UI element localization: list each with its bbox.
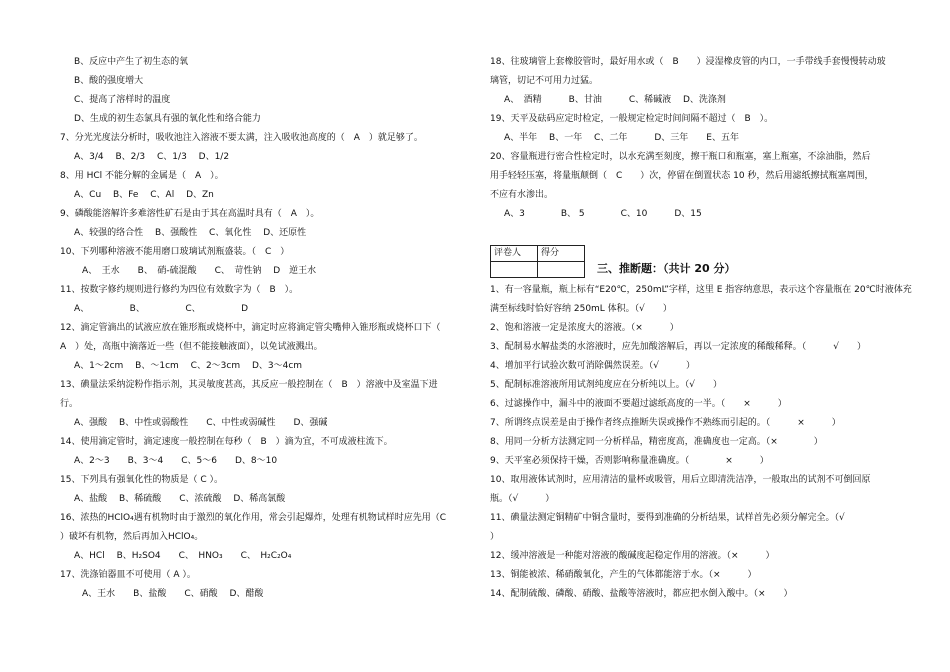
question-line: 10、下列哪种溶液不能用磨口玻璃试剂瓶盛装。（ C ） [60, 247, 290, 257]
question-line: 15、下列具有强氧化性的物质是（ C ）。 [60, 475, 223, 485]
question-line: A、 B、 C、 D [74, 304, 249, 314]
question-line: 9、天平室必须保持干燥，否则影响称量准确度。（ × ） [490, 456, 769, 466]
question-line: A、3 B、 5 C、10 D、15 [504, 209, 702, 219]
score-cell[interactable] [538, 262, 585, 278]
question-line: A、HCl B、H₂SO4 C、 HNO₃ C、 H₂C₂O₄ [74, 551, 292, 561]
question-line: ）破坏有机物，然后再加入HClO₄。 [60, 532, 204, 542]
question-line: C、提高了溶样时的温度 [74, 95, 171, 105]
question-line: 13、铜能被浓、稀硝酸氧化，产生的气体都能溶于水。（× ） [490, 570, 757, 580]
question-line: A、较强的络合性 B、强酸性 C、氧化性 D、还原性 [74, 228, 307, 238]
score-table [490, 245, 585, 278]
question-line: A、 酒精 B、甘油 C、稀碱液 D、洗涤剂 [504, 95, 726, 105]
question-line: 行。 [60, 399, 79, 409]
question-line: 3、配制易水解盐类的水溶液时，应先加酸溶解后，再以一定浓度的稀酸稀释。（ √ ） [490, 342, 866, 352]
question-line: 不应有水渗出。 [490, 190, 554, 200]
question-line: A、 王水 B、 硝-硫混酸 C、 苛性钠 D 逆王水 [82, 266, 317, 276]
question-line: 9、磷酸能溶解许多难溶性矿石是由于其在高温时具有（ A ）。 [60, 209, 320, 219]
question-line: 20、容量瓶进行密合性检定时，以水充满至刻度，擦干瓶口和瓶塞，塞上瓶塞，不涂油脂，然后 [490, 152, 871, 162]
question-line: A、王水 B、盐酸 C、硝酸 D、醋酸 [82, 589, 264, 599]
question-line: 7、所谓终点误差是由于操作者终点推断失误或操作不熟练而引起的。（ × ） [490, 418, 841, 428]
question-line: 用手轻轻压塞，将量瓶颠倒（ C ）次，停留在倒置状态 10 秒，然后用滤纸擦拭瓶塞周围， [490, 171, 874, 181]
question-line: A ）处，高瓶中滴落近一些（但不能接触液面），以免试液溅出。 [60, 342, 323, 352]
question-line: 璃管，切记不可用力过猛。 [490, 76, 599, 86]
question-line: B、酸的强度增大 [74, 76, 144, 86]
question-line: A、2～3 B、3～4 C、5～6 D、8～10 [74, 456, 278, 466]
question-line: 11、按数字修约规则进行修约为四位有效数字为（ B ）。 [60, 285, 299, 295]
question-line: 2、饱和溶液一定是浓度大的溶液。（× ） [490, 323, 679, 333]
reviewer-cell[interactable] [491, 262, 538, 278]
question-line: ） [490, 532, 500, 542]
question-line: 瓶。（√ ） [490, 494, 555, 504]
question-line: 7、分光光度法分析时，吸收池注入溶液不要太满，注入吸收池高度的（ A ）就足够了。 [60, 133, 423, 143]
question-line: 12、滴定管滴出的试液应放在锥形瓶或烧杯中，滴定时应将滴定管尖嘴伸入锥形瓶或烧杯口下（ [60, 323, 441, 333]
question-line: 14、配制硫酸、磷酸、硝酸、盐酸等溶液时，都应把水倒入酸中。（× ） [490, 589, 793, 599]
question-line: A、3/4 B、2/3 C、1/3 D、1/2 [74, 152, 230, 162]
question-line: 14、使用滴定管时，滴定速度一般控制在每秒（ B ）滴为宜，不可成液柱流下。 [60, 437, 393, 447]
question-line: 11、碘量法测定铜精矿中铜含量时，要得到准确的分析结果，试样首先必须分解完全。（√ [490, 513, 845, 523]
question-line: 满至标线时恰好容纳 250mL 体积。（√ ） [490, 304, 672, 314]
question-line: 18、往玻璃管上套橡胶管时，最好用水或（ B ）浸湿橡皮管的内口，一手带线手套慢慢转动玻 [490, 57, 886, 67]
question-line: 4、增加平行试验次数可消除偶然误差。（√ ） [490, 361, 695, 371]
question-line: B、反应中产生了初生态的氧 [74, 57, 189, 67]
question-line: 12、缓冲溶液是一种能对溶液的酸碱度起稳定作用的溶液。（× ） [490, 551, 775, 561]
question-line: 1、有一容量瓶，瓶上标有“E20℃，250mL”字样，这里 E 指容纳意思，表示这个容量瓶在 20℃时液体充 [490, 285, 912, 295]
question-line: D、生成的初生态氯具有强的氧化性和络合能力 [74, 114, 261, 124]
question-line: 10、取用液体试剂时，应用清洁的量杯或吸管，用后立即清洗洁净，一般取出的试剂不可倒回原 [490, 475, 871, 485]
question-line: A、Cu B、Fe C、Al D、Zn [74, 190, 214, 200]
question-line: 8、用 HCl 不能分解的金属是（ A ）。 [60, 171, 224, 181]
question-line: A、半年 B、一年 C、二年 D、三年 E、五年 [504, 133, 739, 143]
question-line: 17、洗涤铂器皿不可使用（ A ）。 [60, 570, 196, 580]
question-line: A、1～2cm B、～1cm C、2～3cm D、3～4cm [74, 361, 303, 371]
reviewer-header: 评卷人 [491, 246, 538, 262]
question-line: 13、碘量法采纳淀粉作指示剂，其灵敏度甚高，其反应一般控制在（ B ）溶液中及室温下进 [60, 380, 438, 390]
question-line: A、强酸 B、中性或弱酸性 C、中性或弱碱性 D、强碱 [74, 418, 328, 428]
question-line: 16、浓热的HClO₄遇有机物时由于激烈的氧化作用，常会引起爆炸，处理有机物试样时应先用（C [60, 513, 446, 523]
question-line: 19、天平及砝码应定时检定，一般规定检定时间间隔不超过（ B ）。 [490, 114, 774, 124]
question-line: 5、配制标准溶液所用试剂纯度应在分析纯以上。（√ ） [490, 380, 722, 390]
question-line: 6、过滤操作中，漏斗中的液面不要超过滤纸高度的一半。（ × ） [490, 399, 787, 409]
question-line: 8、用同一分析方法测定同一分析样品，精密度高，准确度也一定高。（× ） [490, 437, 823, 447]
question-line: A、盐酸 B、稀硫酸 C、浓硫酸 D、稀高氯酸 [74, 494, 286, 504]
section-title: 三、推断题：（共计 20 分） [597, 262, 736, 275]
score-header: 得分 [538, 246, 585, 262]
